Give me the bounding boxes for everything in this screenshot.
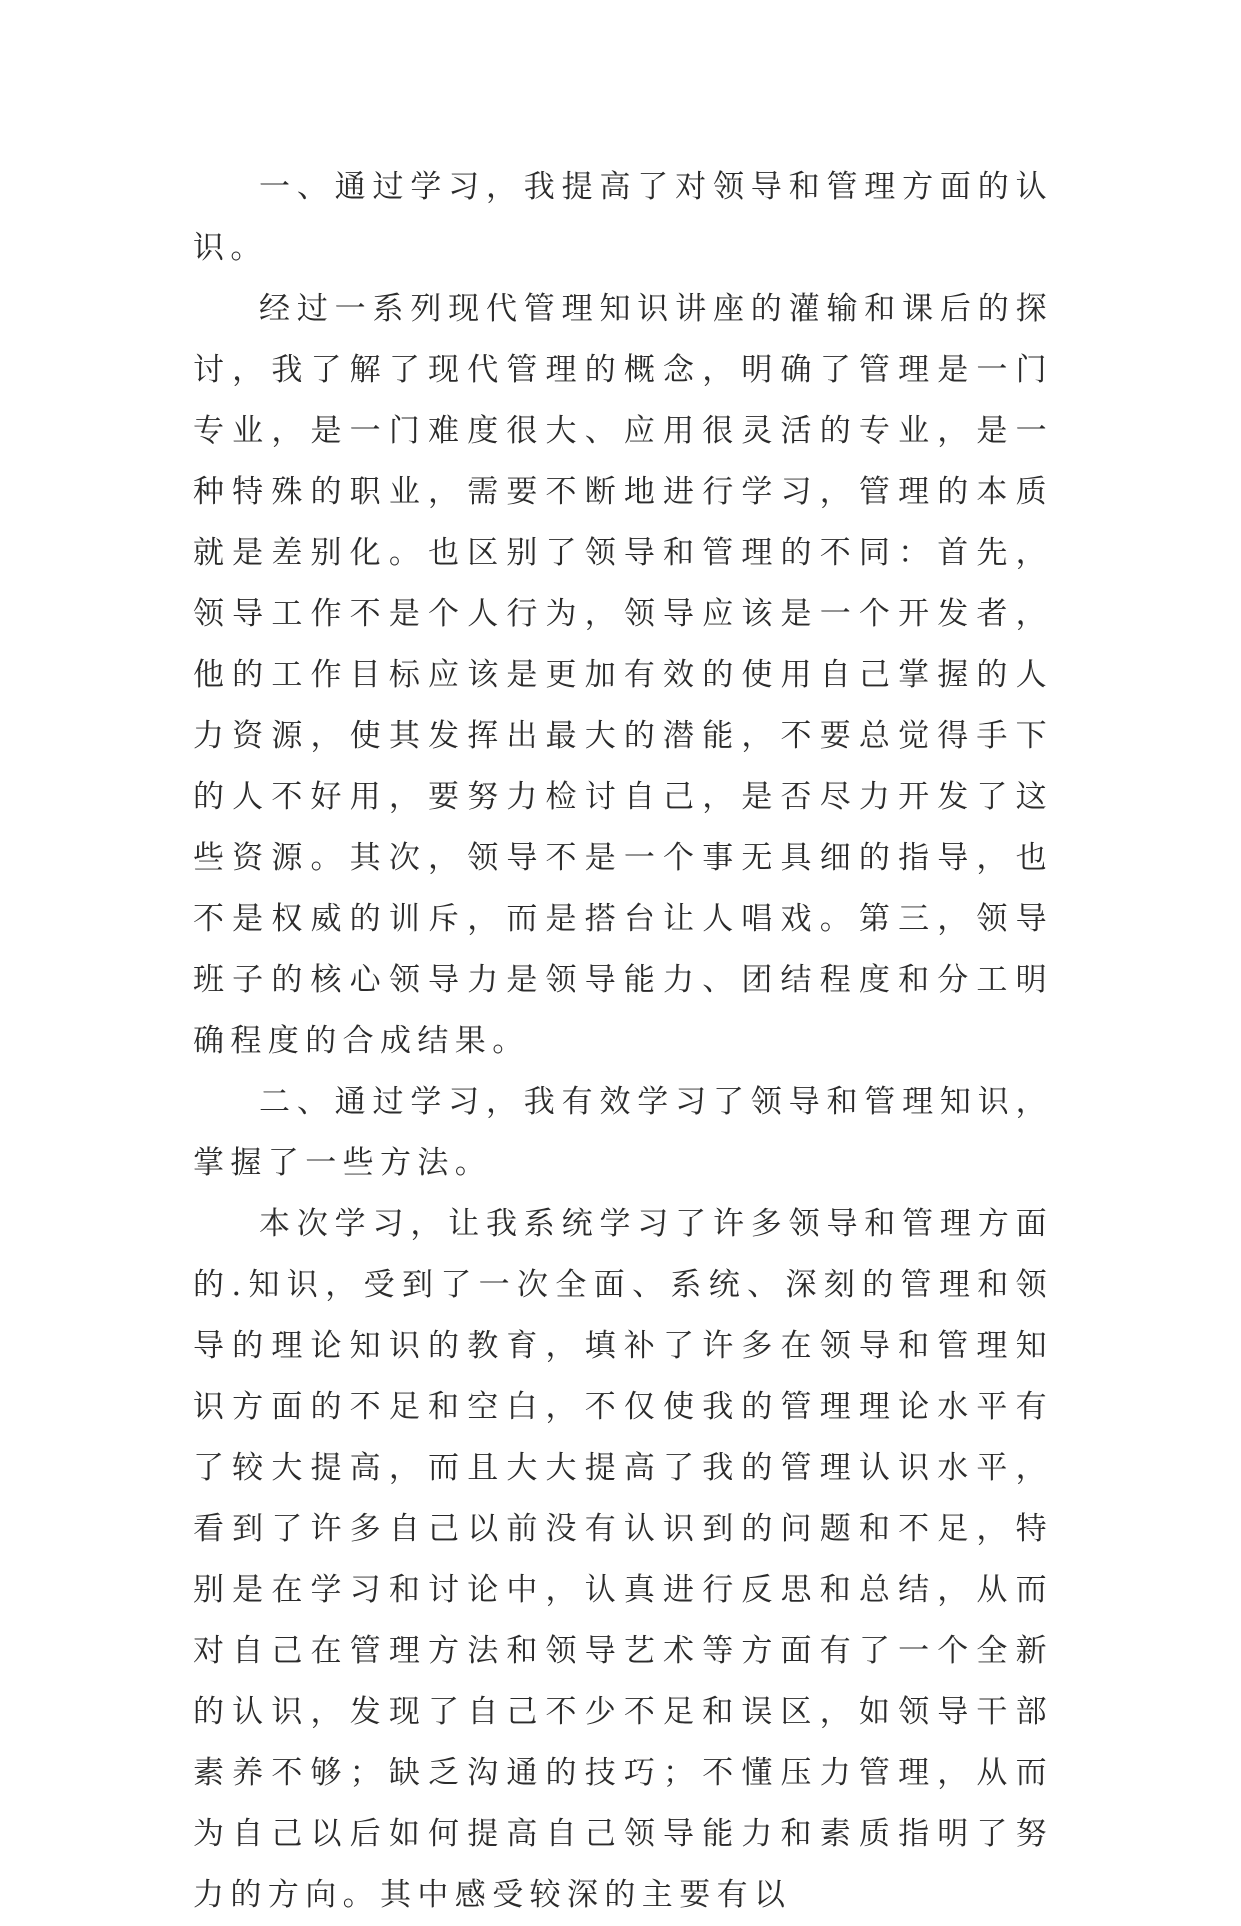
heading-paragraph-2: 二、通过学习，我有效学习了领导和管理知识，掌握了一些方法。 — [193, 1084, 1053, 1181]
document-body — [193, 157, 1053, 1926]
body-paragraph-2: 本次学习，让我系统学习了许多领导和管理方面的.知识，受到了一次全面、系统、深刻的管理和领导的理论知识的教育，填补了许多在领导和管理知识方面的不足和空白，不仅使我的管理理论水平有了较大提高，而且大大提高了我的管理认识水平，看到了许多自己以前没有认识到的问题和不足，特别是在学习和讨论中，认真进行反思和总结，从而对自己在管理方法和领导艺术等方面有了一个全新的认识，发现了自己不少不足和误区，如领导干部素养不够；缺乏沟通的技巧；不懂压力管理，从而为自己以后如何提高自己领导能力和素质指明了努力的方向。其中感受较深的主要有以 — [193, 1206, 1053, 1913]
body-paragraph-1: 经过一系列现代管理知识讲座的灌输和课后的探讨，我了解了现代管理的概念，明确了管理是一门专业，是一门难度很大、应用很灵活的专业，是一种特殊的职业，需要不断地进行学习，管理的本质就是差别化。也区别了领导和管理的不同：首先，领导工作不是个人行为，领导应该是一个开发者，他的工作目标应该是更加有效的使用自己掌握的人力资源，使其发挥出最大的潜能，不要总觉得手下的人不好用，要努力检讨自己，是否尽力开发了这些资源。其次，领导不是一个事无具细的指导，也不是权威的训斥，而是搭台让人唱戏。第三，领导班子的核心领导力是领导能力、团结程度和分工明确程度的合成结果。 — [193, 291, 1053, 1059]
heading-paragraph-1: 一、通过学习，我提高了对领导和管理方面的认识。 — [193, 169, 1053, 266]
